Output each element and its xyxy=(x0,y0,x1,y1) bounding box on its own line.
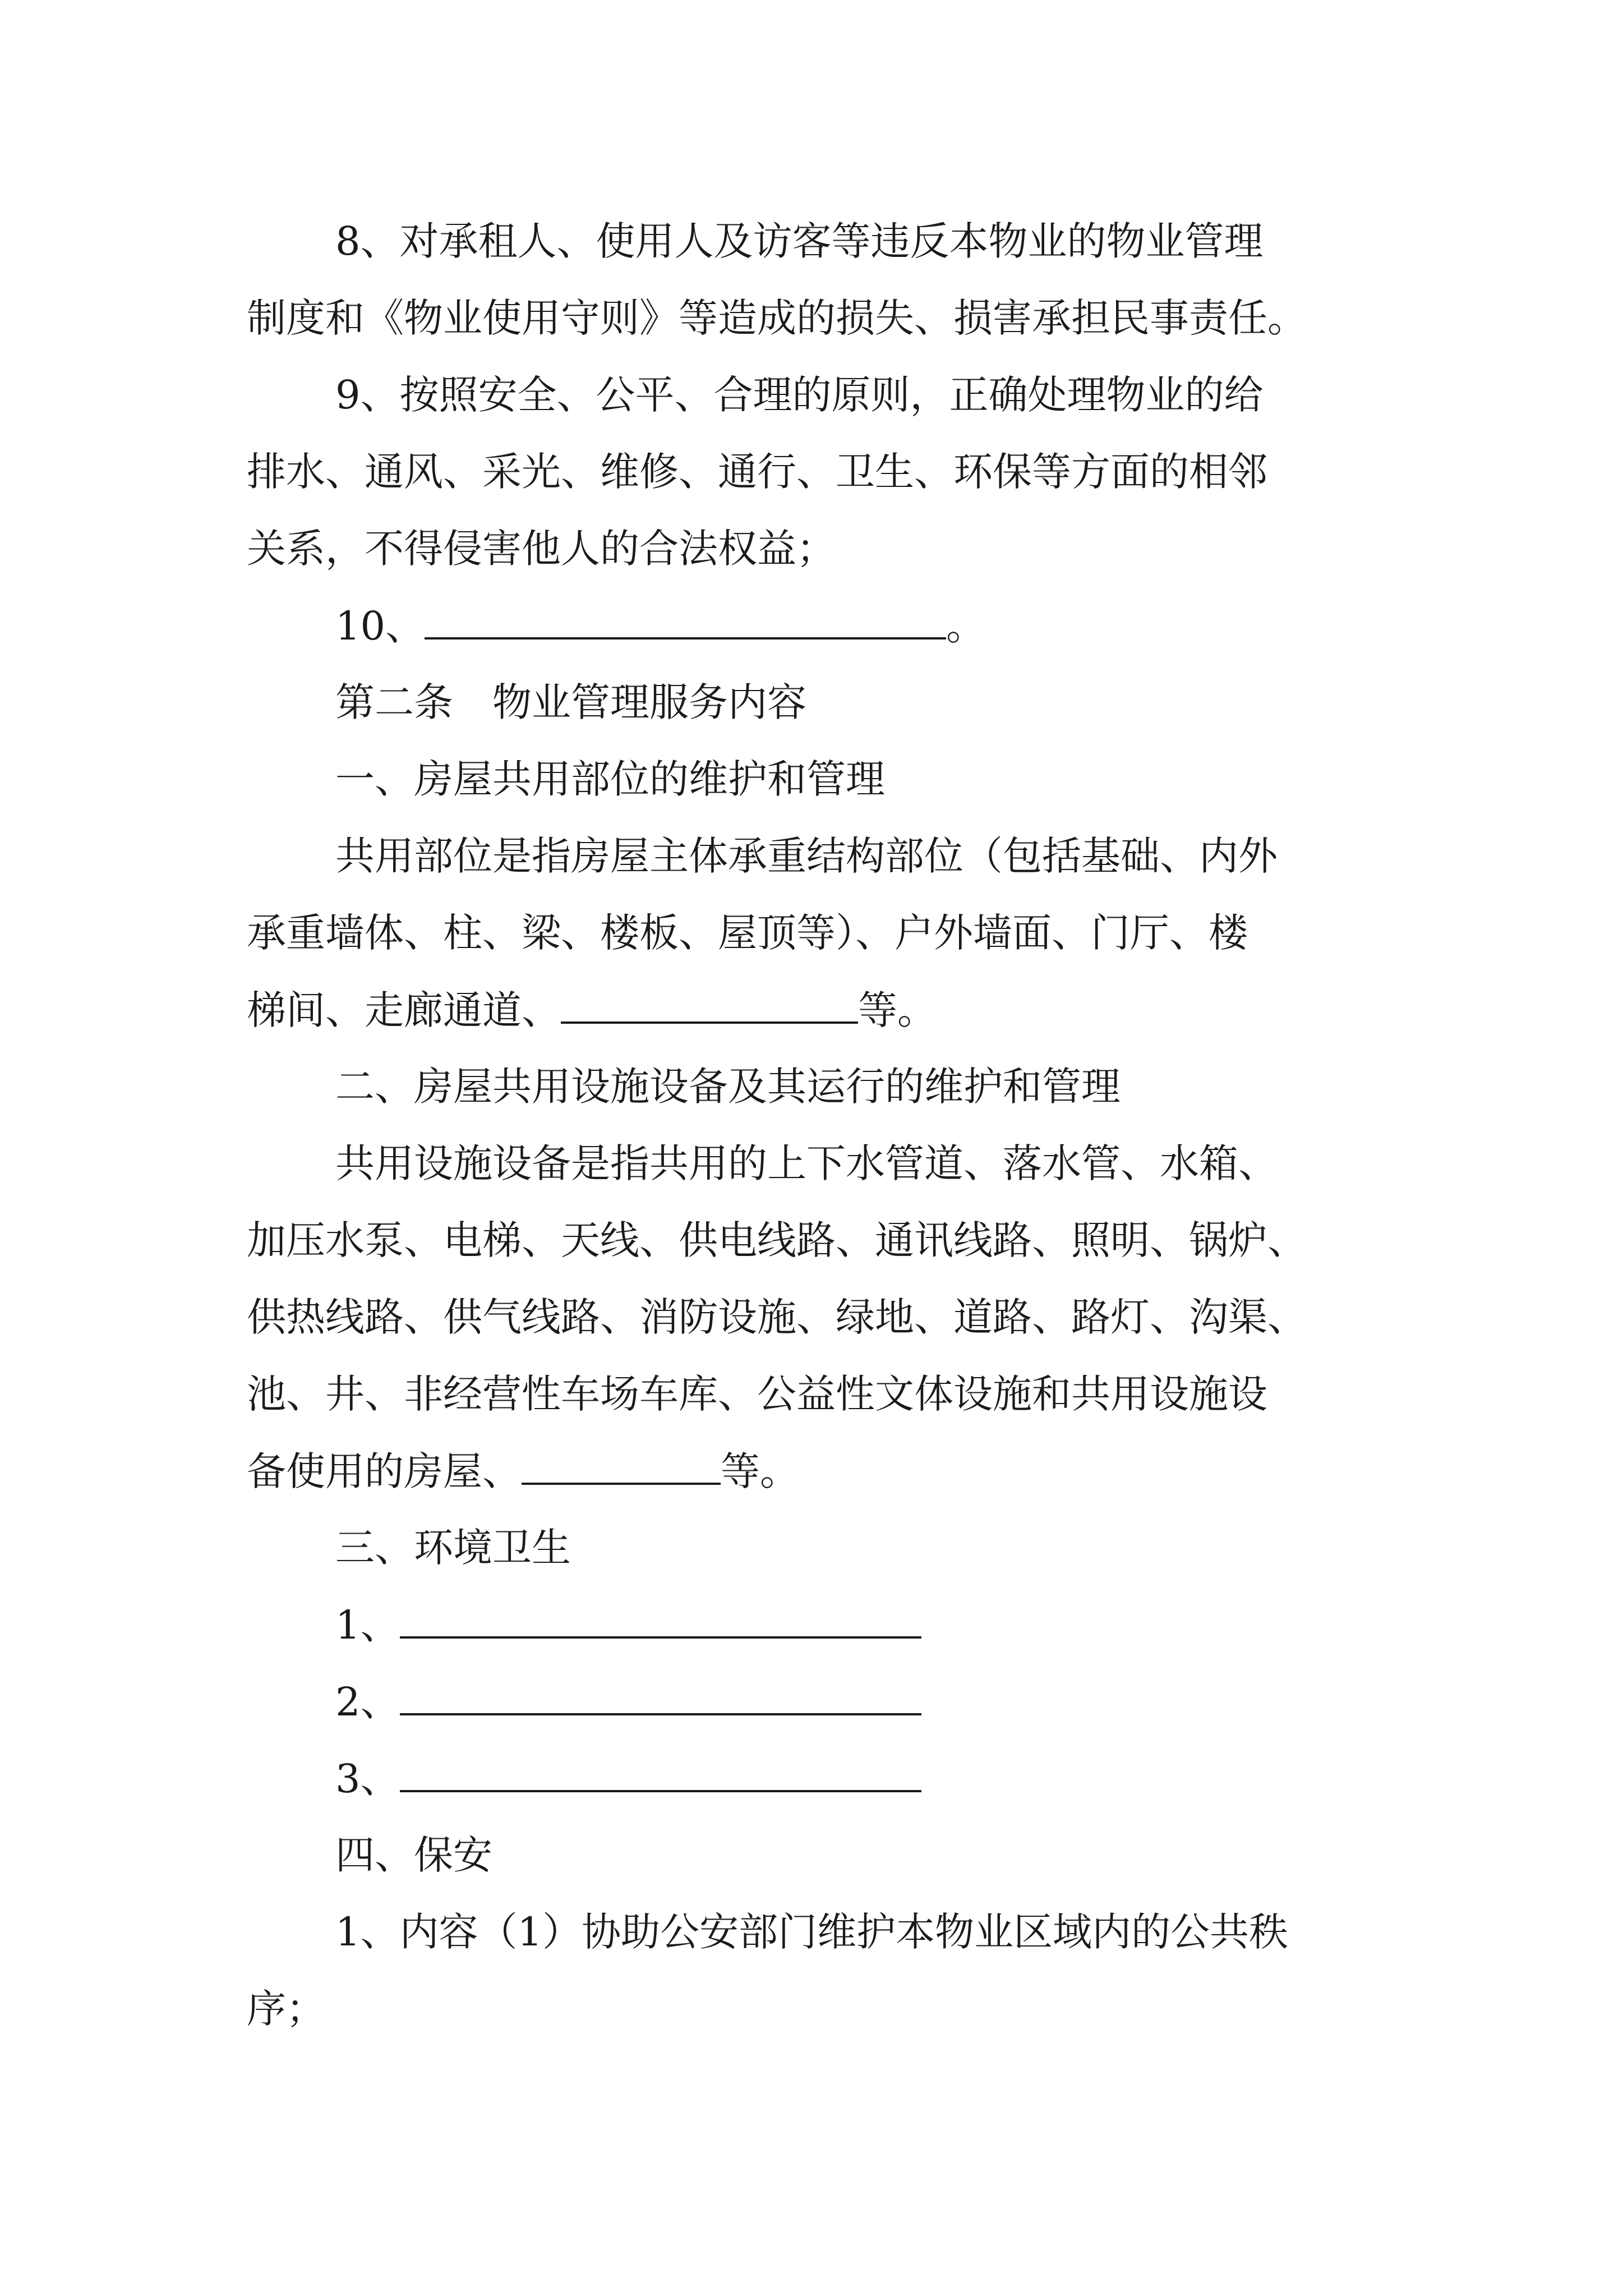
section-2-line-5-prefix: 备使用的房屋、 xyxy=(247,1448,522,1494)
section-3-item-2-label: 2、 xyxy=(335,1679,400,1725)
section-3-item-2 xyxy=(335,1679,921,1725)
section-3-item-3 xyxy=(335,1756,921,1802)
section-2-line-3: 供热线路、供气线路、消防设施、绿地、道路、路灯、沟渠、 xyxy=(247,1294,1307,1340)
section-3-item-3-label: 3、 xyxy=(335,1756,400,1802)
section-2-heading: 二、房屋共用设施设备及其运行的维护和管理 xyxy=(335,1064,1121,1110)
section-1-blank xyxy=(561,990,858,1024)
section-3-item-3-blank xyxy=(400,1759,921,1792)
section-2-blank xyxy=(522,1451,721,1485)
section-1-line-3 xyxy=(247,987,937,1033)
section-3-heading: 三、环境卫生 xyxy=(335,1525,571,1571)
section-3-item-2-blank xyxy=(400,1682,921,1715)
item-10-prefix: 10、 xyxy=(335,603,425,649)
item-9-line-2: 排水、通风、采光、维修、通行、卫生、环保等方面的相邻 xyxy=(247,449,1267,495)
section-4-heading: 四、保安 xyxy=(335,1832,492,1878)
section-1-line-2: 承重墙体、柱、梁、楼板、屋顶等）、户外墙面、门厅、楼 xyxy=(247,910,1248,956)
section-3-item-1-blank xyxy=(400,1605,921,1639)
section-4-line-2: 序； xyxy=(247,1986,325,2032)
item-8-line-2: 制度和《物业使用守则》等造成的损失、损害承担民事责任。 xyxy=(247,295,1307,341)
section-2-line-4: 池、井、非经营性车场车库、公益性文体设施和共用设施设 xyxy=(247,1371,1267,1417)
section-2-line-5 xyxy=(247,1448,799,1494)
section-2-line-1: 共用设施设备是指共用的上下水管道、落水管、水箱、 xyxy=(335,1140,1278,1186)
item-10-line xyxy=(335,603,986,649)
item-10-suffix: 。 xyxy=(946,603,986,649)
item-9-line-3: 关系，不得侵害他人的合法权益； xyxy=(247,526,836,572)
item-8-line-1: 8、对承租人、使用人及访客等违反本物业的物业管理 xyxy=(335,218,1264,264)
section-2-line-2: 加压水泵、电梯、天线、供电线路、通讯线路、照明、锅炉、 xyxy=(247,1217,1307,1263)
section-1-line-3-prefix: 梯间、走廊通道、 xyxy=(247,987,561,1033)
section-1-line-3-suffix: 等。 xyxy=(858,987,937,1033)
article-2-title: 第二条 物业管理服务内容 xyxy=(335,679,806,725)
item-10-blank xyxy=(425,606,946,639)
section-1-line-1: 共用部位是指房屋主体承重结构部位（包括基础、内外 xyxy=(335,833,1278,879)
section-2-line-5-suffix: 等。 xyxy=(721,1448,799,1494)
section-4-line-1: 1、内容（1）协助公安部门维护本物业区域内的公共秩 xyxy=(335,1909,1289,1955)
section-3-item-1-label: 1、 xyxy=(335,1602,400,1648)
section-1-heading: 一、房屋共用部位的维护和管理 xyxy=(335,756,885,802)
item-9-line-1: 9、按照安全、公平、合理的原则，正确处理物业的给 xyxy=(335,372,1264,418)
section-3-item-1 xyxy=(335,1602,921,1648)
